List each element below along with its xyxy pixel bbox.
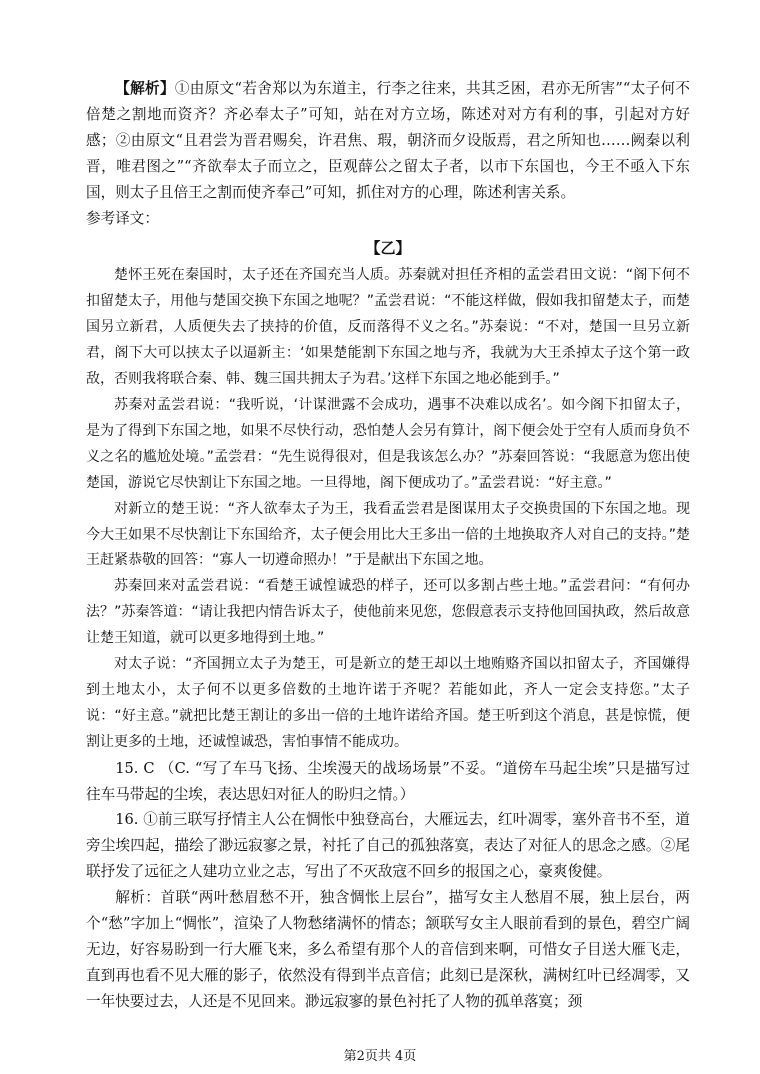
translation-paragraph: 对太子说：“齐国拥立太子为楚王，可是新立的楚王却以土地贿赂齐国以扣留太子，齐国嫌得到土地太小，太子何不以更多倍数的土地许诺于齐呢？若能如此，齐人一定会支持您。”太子说：“好主意。”就把比楚王割让的多出一倍的土地许诺给齐国。楚王听到这个消息，甚是惊慌，便割让更多的土地，还诚惶诚恐，害怕事情不能成功。 [86,656,690,750]
section-heading-yi: 【乙】 [365,239,411,258]
analysis-label: 【解析】 [115,80,175,97]
page-content [86,76,690,1015]
translation-paragraph: 对新立的楚王说：“齐人欲奉太子为王，我看孟尝君是图谋用太子交换贵国的下东国之地。现今大王如果不尽快割让下东国给齐，太子便会用比大王多出一倍的土地换取齐人对自己的支持。”楚王赶紧恭敬的回答：“寡人一切遵命照办！”于是献出下东国之地。 [86,500,690,569]
translation-paragraph: 楚怀王死在秦国时，太子还在齐国充当人质。苏秦就对担任齐相的孟尝君田文说：“阁下何不扣留楚太子，用他与楚国交换下东国之地呢？”孟尝君说：“不能这样做，假如我扣留楚太子，而楚国另立新君，人质便失去了挟持的价值，反而落得不义之名。”苏秦说：“不对，楚国一旦另立新君，阁下大可以挟太子以逼新主：‘如果楚能割下东国之地与齐，我就为大王杀掉太子这个第一政敌，否则我将联合秦、韩、魏三国共拥太子为君。’这样下东国之地必能到手。” [86,267,690,388]
answer-15: 15. C （C. “写了车马飞扬、尘埃漫天的战场场景”不妥。“道傍车马起尘埃”只是描写过往车马带起的尘埃，表达思妇对征人的盼归之情。） [86,759,690,803]
analysis-paragraph-1 [86,76,690,206]
page-footer: 第2页共 4页 [343,1049,417,1064]
translation-paragraph: 苏秦对孟尝君说：“我听说，‘计谋泄露不会成功，遇事不决难以成名’。如今阁下扣留太子，是为了得到下东国之地，如果不尽快行动，恐怕楚人会另有算计，阁下便会处于空有人质而身负不义之名的尴尬处境。”孟尝君：“先生说得很对，但是我该怎么办？”苏秦回答说：“我愿意为您出使楚国，游说它尽快割让下东国之地。一旦得地，阁下便成功了。”孟尝君说：“好主意。” [86,396,690,491]
translation-paragraph: 苏秦回来对孟尝君说：“看楚王诚惶诚恐的样子，还可以多割占些土地。”孟尝君问：“有何办法？”苏秦答道：“请让我把内情告诉太子，使他前来见您，您假意表示支持他回国执政，然后故意让楚王知道，就可以更多地得到土地。” [86,578,690,647]
reference-translation-label: 参考译文： [86,209,159,227]
analysis-paragraph-2: 解析：首联“两叶愁眉愁不开，独含惆怅上层台”，描写女主人愁眉不展，独上层台，两个“愁”字加上“惆怅”，渲染了人物愁绪满怀的情态；颔联写女主人眼前看到的景色，碧空广阔无边，好容易盼到一行大雁飞来，多么希望有那个人的音信到来啊，可惜女子目送大雁飞走，直到再也看不见大雁的影子，依然没有得到半点音信；此刻已是深秋，满树红叶已经凋零，又一年快要过去，人还是不见回来。渺远寂寥的景色衬托了人物的孤单落寞；颈 [86,889,690,1010]
analysis-text: ①由原文“若舍郑以为东道主，行李之往来，共其乏困，君亦无所害”“太子何不倍楚之割地而资齐？齐必奉太子”可知，站在对方立场，陈述对对方有利的事，引起对方好感；②由原文“且君尝为晋君赐矣，许君焦、瑕，朝济而夕设版焉，君之所知也……阙秦以利晋，唯君图之”“齐欲奉太子而立之，臣观薛公之留太子者，以市下东国也，今王不亟入下东国，则太子且倍王之割而使齐奉己”可知，抓住对方的心理，陈述利害关系。 [86,80,690,201]
answer-16: 16. ①前三联写抒情主人公在惆怅中独登高台，大雁远去，红叶凋零，塞外音书不至，道旁尘埃四起，描绘了渺远寂寥之景，衬托了自己的孤独落寞，表达了对征人的思念之感。②尾联抒发了远征之人建功立业之志，写出了不灭敌寇不回乡的报国之心，豪爽俊健。 [86,811,690,881]
